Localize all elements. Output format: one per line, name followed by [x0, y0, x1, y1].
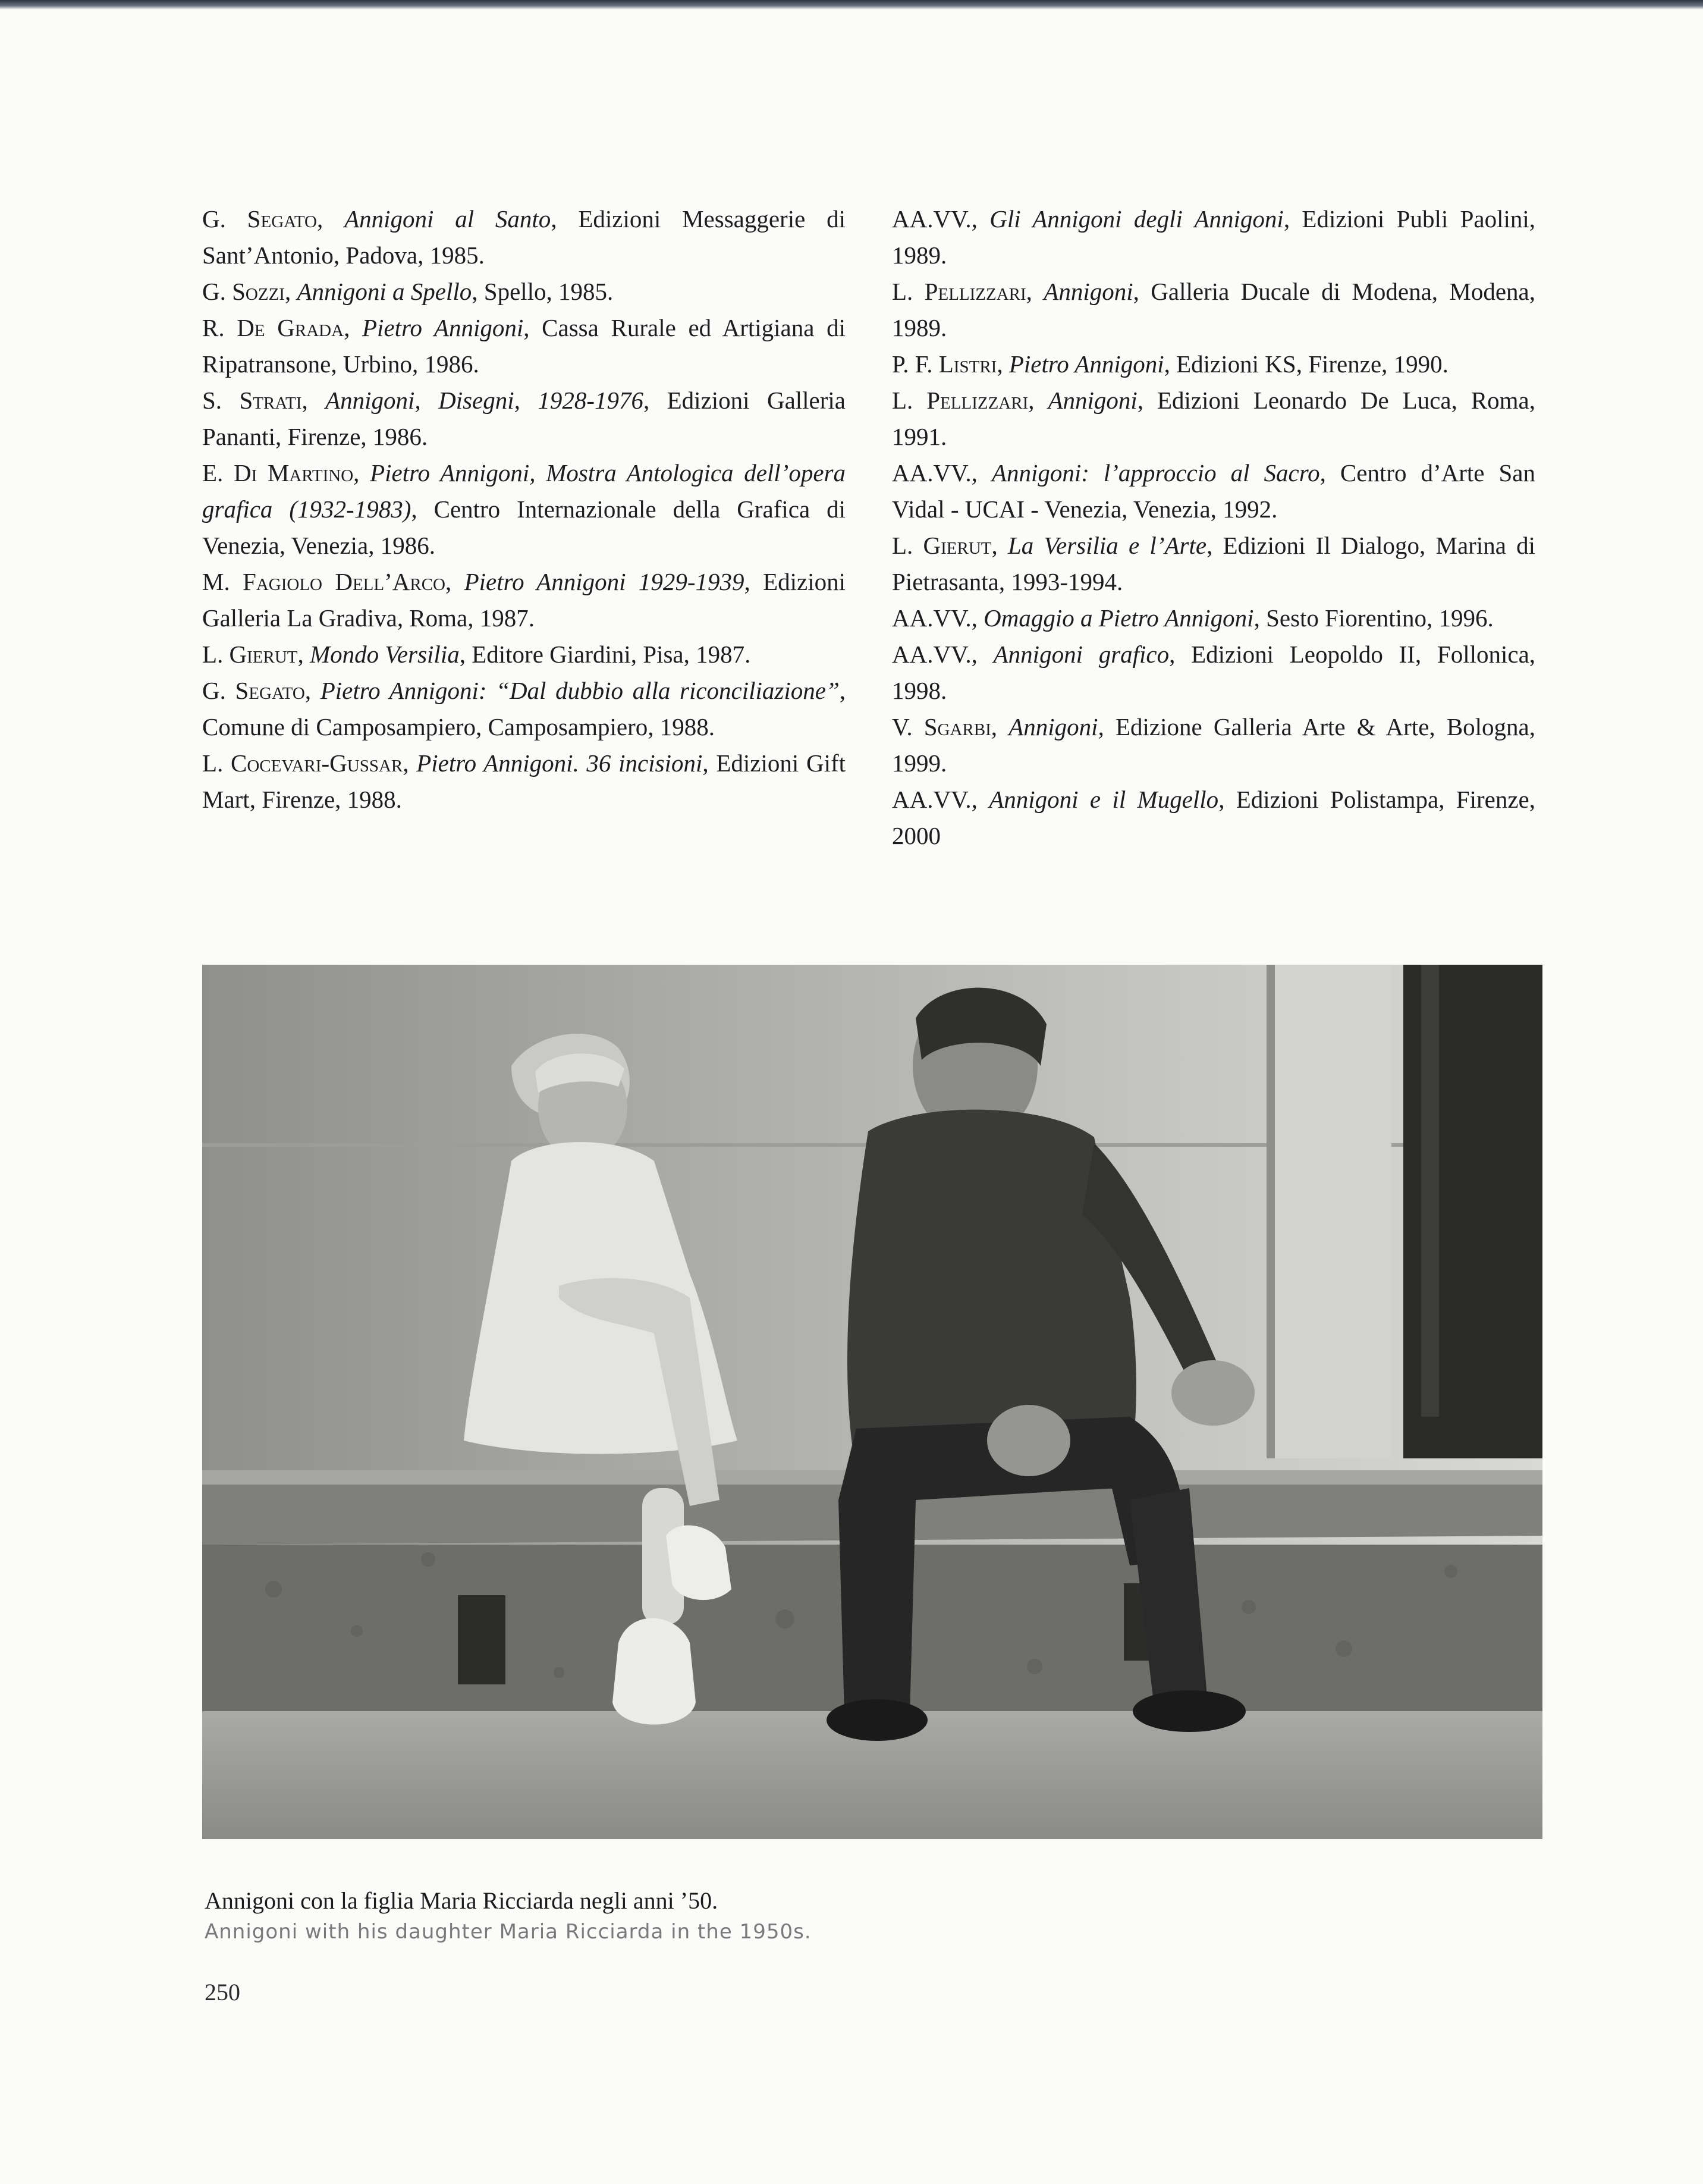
bib-entry: E. Di Martino, Pietro Annigoni, Mostra Antologica dell’opera grafica (1932-1983), Centro Internazionale della Grafica di Venezia, Venezia, 1986.: [202, 459, 846, 559]
bib-entry: AA.VV., Gli Annigoni degli Annigoni, Edizioni Publi Paolini, 1989.: [892, 205, 1535, 269]
pilaster: [1272, 965, 1391, 1458]
bib-entry: G. Sozzi, Annigoni a Spello, Spello, 1985.: [202, 278, 614, 305]
bib-entry: G. Segato, Annigoni al Santo, Edizioni Messaggerie di Sant’Antonio, Padova, 1985.: [202, 205, 846, 269]
bib-entry: L. Pellizzari, Annigoni, Edizioni Leonardo De Luca, Roma, 1991.: [892, 387, 1535, 450]
bib-entry: R. De Grada, Pietro Annigoni, Cassa Rurale ed Artigiana di Ripatransone, Urbino, 1986.: [202, 314, 846, 378]
caption-english: Annigoni with his daughter Maria Ricciarda in the 1950s.: [205, 1920, 812, 1944]
bib-entry: AA.VV., Annigoni grafico, Edizioni Leopoldo II, Follonica, 1998.: [892, 641, 1536, 704]
bib-entry: L. Cocevari-Gussar, Pietro Annigoni. 36 incisioni, Edizioni Gift Mart, Firenze, 1988.: [202, 749, 846, 813]
bib-entry: AA.VV., Omaggio a Pietro Annigoni, Sesto Fiorentino, 1996.: [892, 604, 1494, 632]
bibliography-left-column: [202, 201, 846, 818]
page-top-edge: [0, 0, 1703, 10]
bib-entry: AA.VV., Annigoni: l’approccio al Sacro, Centro d’Arte San Vidal - UCAI - Venezia, Venezia, 1992.: [892, 459, 1536, 523]
vent-left: [458, 1595, 505, 1684]
bib-entry: P. F. Listri, Pietro Annigoni, Edizioni KS, Firenze, 1990.: [892, 350, 1449, 378]
bib-entry: S. Strati, Annigoni, Disegni, 1928-1976, Edizioni Galleria Pananti, Firenze, 1986.: [202, 387, 846, 450]
bib-entry: L. Pellizzari, Annigoni, Galleria Ducale di Modena, Modena, 1989.: [892, 278, 1535, 341]
photo-caption: [205, 1885, 1513, 1947]
bibliography-right-column: [892, 201, 1535, 854]
photograph-illustration: [202, 965, 1542, 1839]
bib-entry: G. Segato, Pietro Annigoni: “Dal dubbio alla riconciliazione”, Comune di Camposampiero, Camposampiero, 1988.: [202, 677, 846, 740]
bib-entry: L. Gierut, La Versilia e l’Arte, Edizioni Il Dialogo, Marina di Pietrasanta, 1993-1994.: [892, 532, 1535, 595]
page-number: 250: [205, 1979, 240, 2006]
bib-entry: M. Fagiolo Dell’Arco, Pietro Annigoni 1929-1939, Edizioni Galleria La Gradiva, Roma, 1987.: [202, 568, 846, 632]
bib-entry: V. Sgarbi, Annigoni, Edizione Galleria Arte & Arte, Bologna, 1999.: [892, 713, 1536, 777]
caption-italian: Annigoni con la figlia Maria Ricciarda negli anni ’50.: [205, 1887, 718, 1914]
bib-entry: AA.VV., Annigoni e il Mugello, Edizioni Polistampa, Firenze, 2000: [892, 786, 1536, 849]
photograph: [202, 965, 1542, 1839]
bib-entry: L. Gierut, Mondo Versilia, Editore Giardini, Pisa, 1987.: [202, 641, 751, 668]
